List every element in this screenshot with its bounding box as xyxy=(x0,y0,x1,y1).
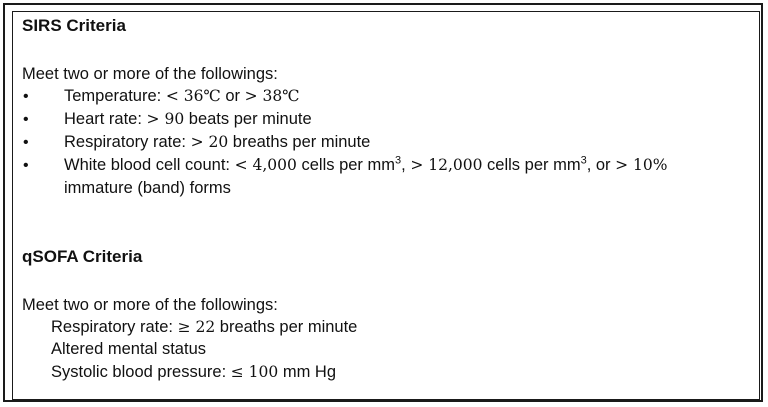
math-value: > 90 xyxy=(146,110,185,128)
item-label: Temperature: xyxy=(64,87,162,105)
qsofa-intro: Meet two or more of the followings: xyxy=(22,296,278,314)
item-label: Heart rate: xyxy=(64,110,142,128)
item-text: breaths per minute xyxy=(228,133,371,151)
item-text: cells per mm xyxy=(296,156,396,174)
sirs-item-wbc xyxy=(64,155,668,175)
math-value: ≤ 100 xyxy=(230,363,279,381)
outer-frame xyxy=(3,3,763,402)
qsofa-item-respiratory-rate xyxy=(51,317,357,337)
bullet: • xyxy=(23,134,29,151)
item-label: White blood cell count: xyxy=(64,156,231,174)
sirs-item-wbc-continued: immature (band) forms xyxy=(64,179,231,197)
qsofa-title: qSOFA Criteria xyxy=(22,247,143,266)
item-label: Respiratory rate: xyxy=(51,318,173,336)
criteria-box xyxy=(12,11,760,400)
bullet: • xyxy=(23,111,29,128)
item-text: or xyxy=(220,87,245,105)
bullet: • xyxy=(23,88,29,105)
bullet: • xyxy=(23,157,29,174)
math-value: < 4,000 xyxy=(234,156,297,174)
math-value: > 12,000 xyxy=(410,156,483,174)
superscript: 3 xyxy=(395,154,402,167)
item-label: Systolic blood pressure: xyxy=(51,363,227,381)
qsofa-item-mental-status: Altered mental status xyxy=(51,340,206,358)
sirs-item-temperature xyxy=(64,86,300,106)
sirs-title: SIRS Criteria xyxy=(22,16,126,35)
math-value: ≥ 22 xyxy=(177,318,216,336)
item-text: cells per mm xyxy=(482,156,581,174)
math-value: > 38℃ xyxy=(244,87,300,105)
sirs-item-respiratory-rate xyxy=(64,132,370,152)
math-value: > 20 xyxy=(190,133,229,151)
sirs-item-heart-rate xyxy=(64,109,312,129)
item-text: breaths per minute xyxy=(215,318,358,336)
item-text: , or xyxy=(586,156,616,174)
item-text: mm Hg xyxy=(278,363,337,381)
item-text: , xyxy=(401,156,411,174)
sirs-intro: Meet two or more of the followings: xyxy=(22,65,278,83)
item-text: beats per minute xyxy=(184,110,312,128)
math-value: < 36℃ xyxy=(165,87,221,105)
qsofa-item-systolic-bp xyxy=(51,362,336,382)
math-value: > 10% xyxy=(615,156,668,174)
superscript: 3 xyxy=(580,154,587,167)
item-label: Respiratory rate: xyxy=(64,133,186,151)
